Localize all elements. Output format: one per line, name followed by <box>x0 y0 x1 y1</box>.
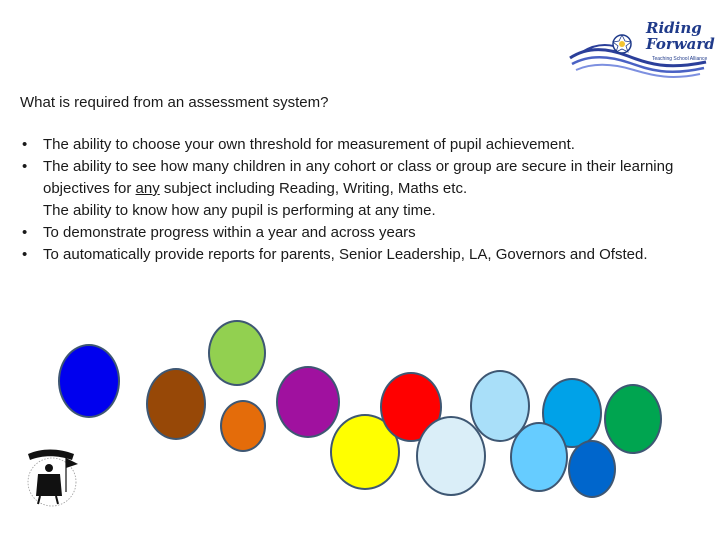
list-item-text: The ability to see how many children in any cohort or class or group are secure in their learning objectives for <box>43 158 674 197</box>
list-item <box>20 222 715 244</box>
purple-circle <box>276 366 340 438</box>
list-item-text: The ability to choose your own threshold for measurement of pupil achievement. <box>43 136 575 153</box>
list-item <box>20 134 715 156</box>
mid-blue-circle <box>510 422 568 492</box>
school-badge <box>22 446 84 512</box>
logo-tagline: Teaching School Alliance <box>652 56 708 62</box>
list-item-emphasis: any <box>135 180 160 197</box>
list-item-text: To automatically provide reports for parents, Senior Leadership, LA, Governors and Ofsted. <box>43 246 648 263</box>
green-circle <box>604 384 662 454</box>
blue-circle <box>58 344 120 418</box>
bullet-icon: • <box>22 246 28 263</box>
bullet-icon: • <box>22 158 28 175</box>
page-heading: What is required from an assessment system? <box>20 94 329 111</box>
brown-circle <box>146 368 206 440</box>
logo-line-2: Forward <box>646 35 715 53</box>
royal-blue-circle <box>568 440 616 498</box>
list-item-text: To demonstrate progress within a year and across years <box>43 224 416 241</box>
logo-wordmark <box>646 20 715 52</box>
light-green-circle <box>208 320 266 386</box>
bullet-icon: • <box>22 224 28 241</box>
requirements-list <box>20 134 715 266</box>
orange-circle <box>220 400 266 452</box>
list-item-text: subject including Reading, Writing, Maths etc. <box>159 180 468 197</box>
list-item <box>20 244 715 266</box>
bullet-icon: • <box>22 136 28 153</box>
logo-line-1: Riding <box>646 19 702 37</box>
list-item <box>20 156 715 222</box>
list-item-continuation: The ability to know how any pupil is performing at any time. <box>43 202 436 219</box>
